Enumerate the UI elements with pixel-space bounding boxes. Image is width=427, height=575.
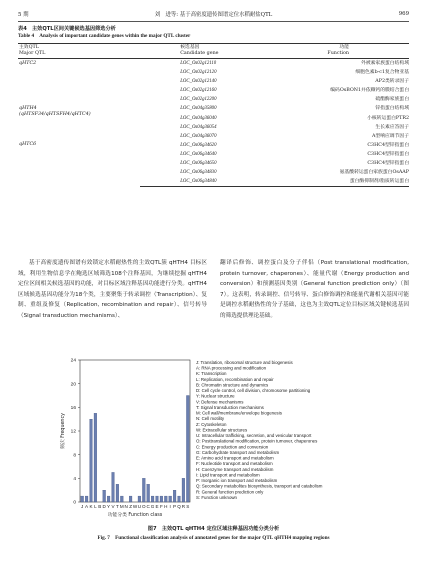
x-tick-label: Y [107,504,111,509]
bar-O [142,478,145,502]
bar-C [147,484,150,502]
legend-entry: C: Energy production and conversion [196,444,269,450]
col-header-gene-en: Candidate gene [140,51,272,59]
function-class-chart [44,352,384,520]
x-tick-label: K [89,504,93,509]
legend-entry: A: RNA processing and modification [196,365,267,371]
x-tick-label: Z [129,504,133,509]
function-cell: 生长素应答因子 [375,124,409,130]
candidate-gene-table [18,43,409,187]
legend-entry: S: Function unknown [196,494,238,500]
body-text-right: 翻译后修饰、调控蛋白及分子伴侣（Post translational modification, protein turnover, chaperones）、能量代谢（Energy production and conversion）和预测基因类别（General function prediction only）（图7）。这表明，转录调控、信号转导、蛋白修饰调控和能量代谢相关基因可能是调控水稻耐热性的分子基础，这也为主效QTL定位目标区域关键候选基因的筛选提供理论基础。 [220,260,409,319]
gene-cell: LOC_Os02g12120 [180,70,217,76]
legend-entry: Z: Cytoskeleton [196,421,227,427]
x-axis-label: 功能分类 Function class [107,513,163,518]
table-body [18,59,409,187]
y-tick-label: 12 [70,429,76,435]
legend-entry: K: Transcription [196,371,227,377]
x-tick-label: Q [177,504,181,509]
legend-entry: Y: Nuclear structure [196,393,235,399]
function-cell: 硫酯酶家族蛋白 [375,97,409,103]
legend-entry: T: Signal transduction mechanisms [196,404,264,410]
legend-entry: P: Inorganic ion transport and metabolism [196,478,278,484]
x-tick-label: V [111,504,115,509]
gene-cell: LOC_Os06g34650 [180,161,217,167]
bar-G [151,496,154,502]
table-row [18,141,409,150]
bar-H [164,496,167,502]
bar-Z [129,496,132,502]
table-row [18,104,409,113]
col-header-function-zh: 功能 [272,44,409,52]
issue-number: 5 期 [18,12,29,18]
y-tick-label: 20 [70,382,76,388]
function-cell: 编码OsBON1并依赖钙的膜结合蛋白 [330,88,409,94]
x-tick-label: U [137,504,142,509]
bar-A [85,496,88,502]
col-header-gene-zh: 候选基因 [140,44,272,52]
x-tick-label: F [159,504,163,509]
qtl-cell: qHTH4 (qHTSF34/qHTSFH4/qHTC4) [19,105,91,117]
gene-cell: LOC_Os02g12160 [180,88,217,94]
legend-entry: I: Lipid transport and metabolism [196,472,260,478]
running-title: 刘 进等: 基于高密度遗传图谱定位水稻耐盐QTL [154,12,273,18]
gene-cell: LOC_Os02g12140 [180,79,217,85]
legend-entry: Q: Secondary metabolites biosynthesis, transport and catabolism [196,483,323,489]
legend-entry: R: General function prediction only [196,489,264,495]
y-tick-label: 8 [73,453,76,459]
y-axis-label: 频次 Frequency [61,413,66,449]
bar-S [186,396,189,503]
function-cell: AP2类转录因子 [375,79,409,85]
x-tick-label: B [98,504,102,509]
function-cell: 蛋白酶抑制剂/脂质转运蛋白 [272,177,409,187]
legend-entry: G: Carbohydrate transport and metabolism [196,449,280,455]
legend-entry: O: Posttranslational modification, protein turnover, chaperones [196,438,318,444]
page-number: 969 [398,11,409,17]
bar-K [90,419,93,502]
x-tick-label: R [181,504,186,509]
gene-cell: LOC_Os06g34840 [140,177,272,187]
x-tick-label: P [173,504,177,509]
gene-cell: LOC_Os04g36054 [180,124,217,130]
gene-cell: LOC_Os02g12110 [180,61,217,66]
x-tick-label: H [164,504,168,509]
x-tick-label: S [186,504,190,509]
legend-entry: H: Coenzyme transport and metabolism [196,466,274,472]
function-cell: C3HC4型锌指蛋白 [367,151,409,157]
x-tick-label: M [119,504,124,509]
bar-P [173,490,176,502]
legend-entry: M: Cell wall/membrane/envelope biogenesis [196,410,282,416]
qtl-cell: qHTC2 [19,60,37,66]
bar-Q [178,496,181,502]
x-tick-label: I [169,504,171,509]
x-tick-label: L [94,504,97,509]
gene-cell: LOC_Os06g34640 [180,151,217,157]
bar-R [182,478,185,502]
legend-entry: B: Chromatin structure and dynamics [196,382,269,388]
table-row [18,59,409,69]
legend-entry: W: Extracellular structures [196,427,248,433]
x-tick-label: D [102,504,106,509]
gene-cell: LOC_Os06g34620 [180,142,217,148]
legend-entry: L: Replication, recombination and repair [196,376,274,382]
legend-entry: E: Amino acid transport and metabolism [196,455,274,461]
bar-F [160,496,163,502]
header-rule [18,21,409,22]
legend-entry: V: Defense mechanisms [196,399,244,405]
legend-entry: U: Intracellular trafficking, secretion, and vesicular transport [196,433,312,439]
x-tick-label: N [124,504,128,509]
y-tick-label: 4 [73,476,76,482]
bar-I [169,496,172,502]
legend-entry: F: Nucleotide transport and metabolism [196,461,273,467]
gene-cell: LOC_Os04g36040 [180,115,217,121]
function-cell: C3HC4型锌指蛋白 [367,142,409,148]
table-caption-zh: 表4 主效QTL区间关键候选基因筛选分析 [18,26,116,32]
col-header-qtl-zh: 主效QTL [18,44,140,52]
x-tick-label: W [132,504,138,509]
bar-M [120,496,123,502]
function-cell: C3HC4型锌指蛋白 [367,161,409,167]
bar-E [156,496,159,502]
qtl-cell: qHTC6 [19,142,37,148]
bar-D [103,490,106,502]
bar-Y [107,496,110,502]
bar-U [138,496,141,502]
x-tick-label: G [150,504,155,509]
y-tick-label: 24 [70,358,76,364]
x-tick-label: J [81,504,84,509]
function-cell: A型响应调节因子 [371,133,409,139]
col-header-qtl-en: Major QTL [18,51,140,59]
figure-caption-en: Fig. 7 Functional classification analysis of annotated genes for the major QTL qHTH4 mapping regions [97,535,330,541]
col-header-function-en: Function [272,51,409,59]
x-tick-label: A [85,504,89,509]
legend-entry: N: Cell motility [196,416,225,422]
function-cell: 氨基酸转运蛋白家族蛋白OsAAP [339,170,409,176]
figure-caption-zh: 图7 主效QTL qHTH4 定位区域注释基因功能分类分析 [147,526,280,532]
y-tick-label: 0 [73,500,76,506]
bar-J [81,496,84,502]
function-cell: 锌指蛋白结构域 [375,106,409,112]
running-header [18,9,409,19]
x-tick-label: C [146,504,150,509]
gene-cell: LOC_Os04g36070 [180,133,217,139]
y-tick-label: 16 [70,405,76,411]
x-tick-label: E [155,504,159,509]
function-cell: 小核转运蛋白PTR2 [367,115,409,121]
bar-L [94,413,97,502]
function-cell: 外被素家族蛋白结构域 [361,61,409,66]
gene-cell: LOC_Os06g34830 [180,170,217,176]
legend-entry: J: Translation, ribosomal structure and biogenesis [196,360,293,365]
bar-T [116,484,119,502]
x-tick-label: T [115,504,119,509]
gene-cell: LOC_Os04g35800 [180,106,217,112]
bar-V [112,472,115,502]
function-cell: 细胞色素b-c1复合物亚基 [355,70,409,76]
body-text-left: 基于高密度遗传图谱有效锁定水稻耐热性的主效QTL簇 qHTH4 目标区域，利用生物信息学在鲍选区域筛选108个注释基因，为继续挖掘 qHTH4 定位区间相关候选基因的功能，对目标区域注释基因功能进行分类。qHTH4 区域候选基因功能分为18个类，主要聚集于转录调控（Transcription）、复制、重组及修复（Replication, recombination and repair）、信号转导（Signal transduction mechanisms）、 [18,260,207,319]
x-tick-label: O [142,504,146,509]
table-caption-en: Table 4 Analysis of important candidate genes within the major QTL cluster [18,33,191,39]
figure-7 [44,352,384,520]
gene-cell: LOC_Os02g12200 [180,97,217,103]
legend-entry: D: Cell cycle control, cell division, chromosome partitioning [196,388,311,394]
